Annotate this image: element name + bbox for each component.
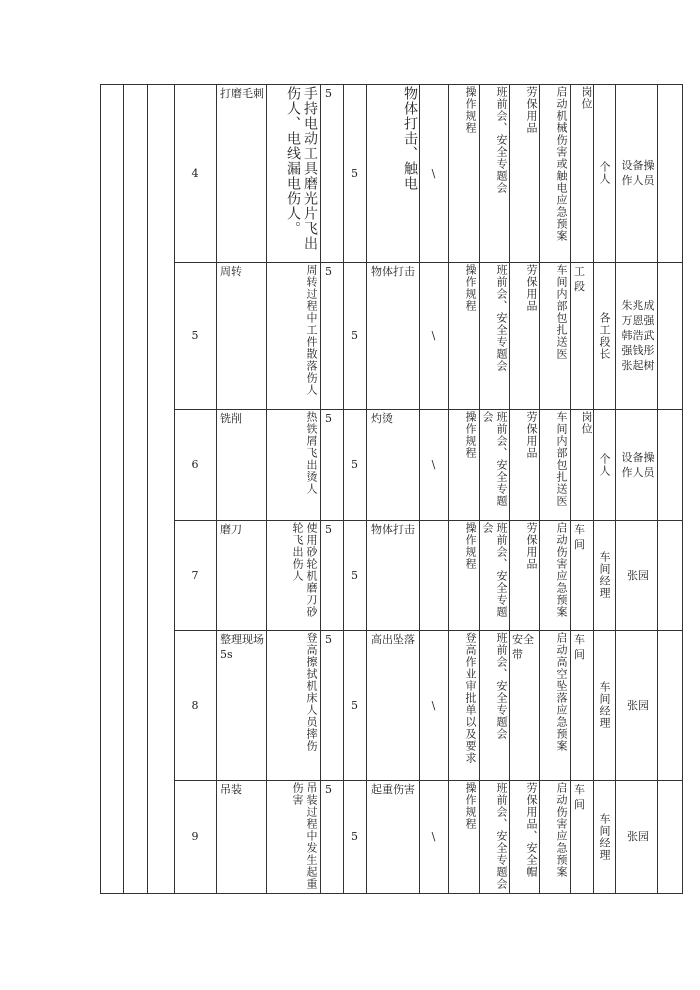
unit-cell [593, 630, 615, 780]
value-2: 5 [351, 830, 358, 843]
level-cell: 车间 [574, 633, 585, 661]
unit-cell [593, 520, 615, 630]
col-divider [216, 84, 217, 894]
col-divider [615, 84, 616, 894]
separator [419, 520, 448, 630]
value-1: 5 [325, 633, 332, 646]
col-divider [509, 84, 510, 894]
unit-cell [593, 409, 615, 520]
value-1: 5 [325, 87, 332, 100]
unit-text: 个人 [598, 452, 611, 477]
unit-text: 车间经理 [598, 551, 611, 599]
training-cell: 班前会、安全专题会 [495, 264, 508, 372]
col-divider [448, 84, 449, 894]
ppe-cell: 安全带 [512, 633, 534, 661]
separator: \ [431, 698, 436, 712]
hazard-description: 登高擦拭机床人员摔伤 [305, 632, 318, 752]
separator: \ [431, 329, 436, 342]
value-2: 5 [351, 329, 358, 342]
hazard-description: 周转过程中工件散落伤人 [305, 264, 318, 396]
level-cell: 岗位 [580, 86, 593, 110]
unit-cell [593, 84, 615, 262]
training-cell: 班前会、安全专题会 [495, 86, 508, 194]
accident-type: 灼烫 [371, 412, 393, 425]
col-divider [100, 84, 101, 894]
unit-text: 车间经理 [598, 812, 611, 861]
ppe-cell: 劳保用品 [525, 522, 538, 570]
ppe-cell: 劳保用品 [525, 86, 538, 134]
value-2: 5 [351, 166, 358, 180]
rule-cell: 操作规程 [464, 411, 477, 459]
col-divider [570, 84, 571, 894]
value-2: 5 [351, 458, 358, 471]
row-divider [100, 893, 682, 894]
unit-text: 各工段长 [598, 311, 611, 360]
col-divider [123, 84, 124, 894]
col-divider [320, 84, 321, 894]
accident-type: 起重伤害 [371, 783, 415, 796]
rule-cell: 登高作业审批单以及要求 [464, 632, 477, 764]
person-cell: 张园 [627, 568, 649, 582]
value-1: 5 [325, 412, 332, 425]
value-2: 5 [351, 698, 358, 712]
hazard-description: 使用砂轮机磨刀砂轮飞出伤人 [291, 522, 318, 618]
unit-cell [593, 262, 615, 409]
value-1: 5 [325, 783, 332, 796]
level-cell: 工段 [574, 265, 585, 293]
hazard-description: 吊装过程中发生起重伤害 [291, 782, 318, 890]
row-number: 6 [191, 458, 199, 471]
separator: \ [431, 458, 436, 471]
col-divider [266, 84, 267, 894]
job-name: 周转 [220, 265, 242, 278]
training-cell: 班前会、安全专题会 [495, 782, 508, 890]
job-name: 整理现场5s [220, 633, 264, 661]
training-cell: 班前会、安全专题会 [481, 411, 508, 507]
training-cell: 班前会、安全专题会 [481, 522, 508, 618]
unit-text: 个人 [598, 161, 611, 185]
ppe-cell: 劳保用品、安全帽 [525, 782, 538, 878]
job-name: 打磨毛刺 [220, 87, 264, 100]
value-1: 5 [325, 523, 332, 536]
col-divider [539, 84, 540, 894]
training-cell: 班前会、安全专题会 [495, 632, 508, 740]
person-cell: 张园 [627, 830, 649, 843]
rule-cell: 操作规程 [464, 86, 477, 134]
person-cell: 张园 [627, 698, 649, 712]
plan-cell: 启动机械伤害或触电应急预案 [555, 86, 568, 242]
row-number: 8 [191, 698, 199, 712]
accident-type: 高出坠落 [371, 633, 415, 646]
plan-cell: 车间内部包扎送医 [555, 264, 568, 360]
plan-cell: 启动高空坠落应急预案 [555, 632, 568, 752]
ppe-cell: 劳保用品 [525, 411, 538, 459]
job-name: 吊装 [220, 783, 242, 796]
separator: \ [431, 830, 436, 843]
rule-cell: 操作规程 [464, 522, 477, 570]
value-1: 5 [325, 265, 332, 278]
col-divider [147, 84, 148, 894]
col-divider [657, 84, 658, 894]
level-cell: 车间 [574, 783, 585, 811]
col-divider [682, 84, 683, 894]
person-cell: 朱兆成万恩强韩浩武强钱彤张起树 [621, 299, 655, 372]
level-cell: 车间 [574, 523, 585, 551]
unit-cell [593, 780, 615, 893]
plan-cell: 启动伤害应急预案 [555, 522, 568, 618]
person-cell: 设备操作人员 [621, 450, 655, 479]
row-number: 5 [191, 329, 199, 342]
rule-cell: 操作规程 [464, 782, 477, 830]
rule-cell: 操作规程 [464, 264, 477, 312]
hazard-description: 手持电动工具磨光片飞出伤人、电线漏电伤人。 [285, 86, 318, 251]
accident-type: 物体打击、触电 [402, 86, 418, 191]
value-2: 5 [351, 568, 358, 582]
person-cell: 设备操作人员 [621, 159, 655, 187]
row-number: 7 [191, 568, 199, 582]
unit-text: 车间经理 [598, 681, 611, 729]
col-divider [479, 84, 480, 894]
row-number: 4 [191, 166, 199, 180]
col-divider [366, 84, 367, 894]
row-number: 9 [191, 830, 199, 843]
separator: \ [431, 166, 436, 180]
accident-type: 物体打击 [371, 265, 415, 278]
hazard-description: 热铁屑飞出烫人 [305, 411, 318, 495]
accident-type: 物体打击 [371, 523, 415, 536]
job-name: 磨刀 [220, 523, 242, 536]
plan-cell: 启动伤害应急预案 [555, 782, 568, 878]
level-cell: 岗位 [580, 411, 593, 435]
job-name: 铣削 [220, 412, 242, 425]
plan-cell: 车间内部包扎送医 [555, 411, 568, 507]
ppe-cell: 劳保用品 [525, 264, 538, 312]
